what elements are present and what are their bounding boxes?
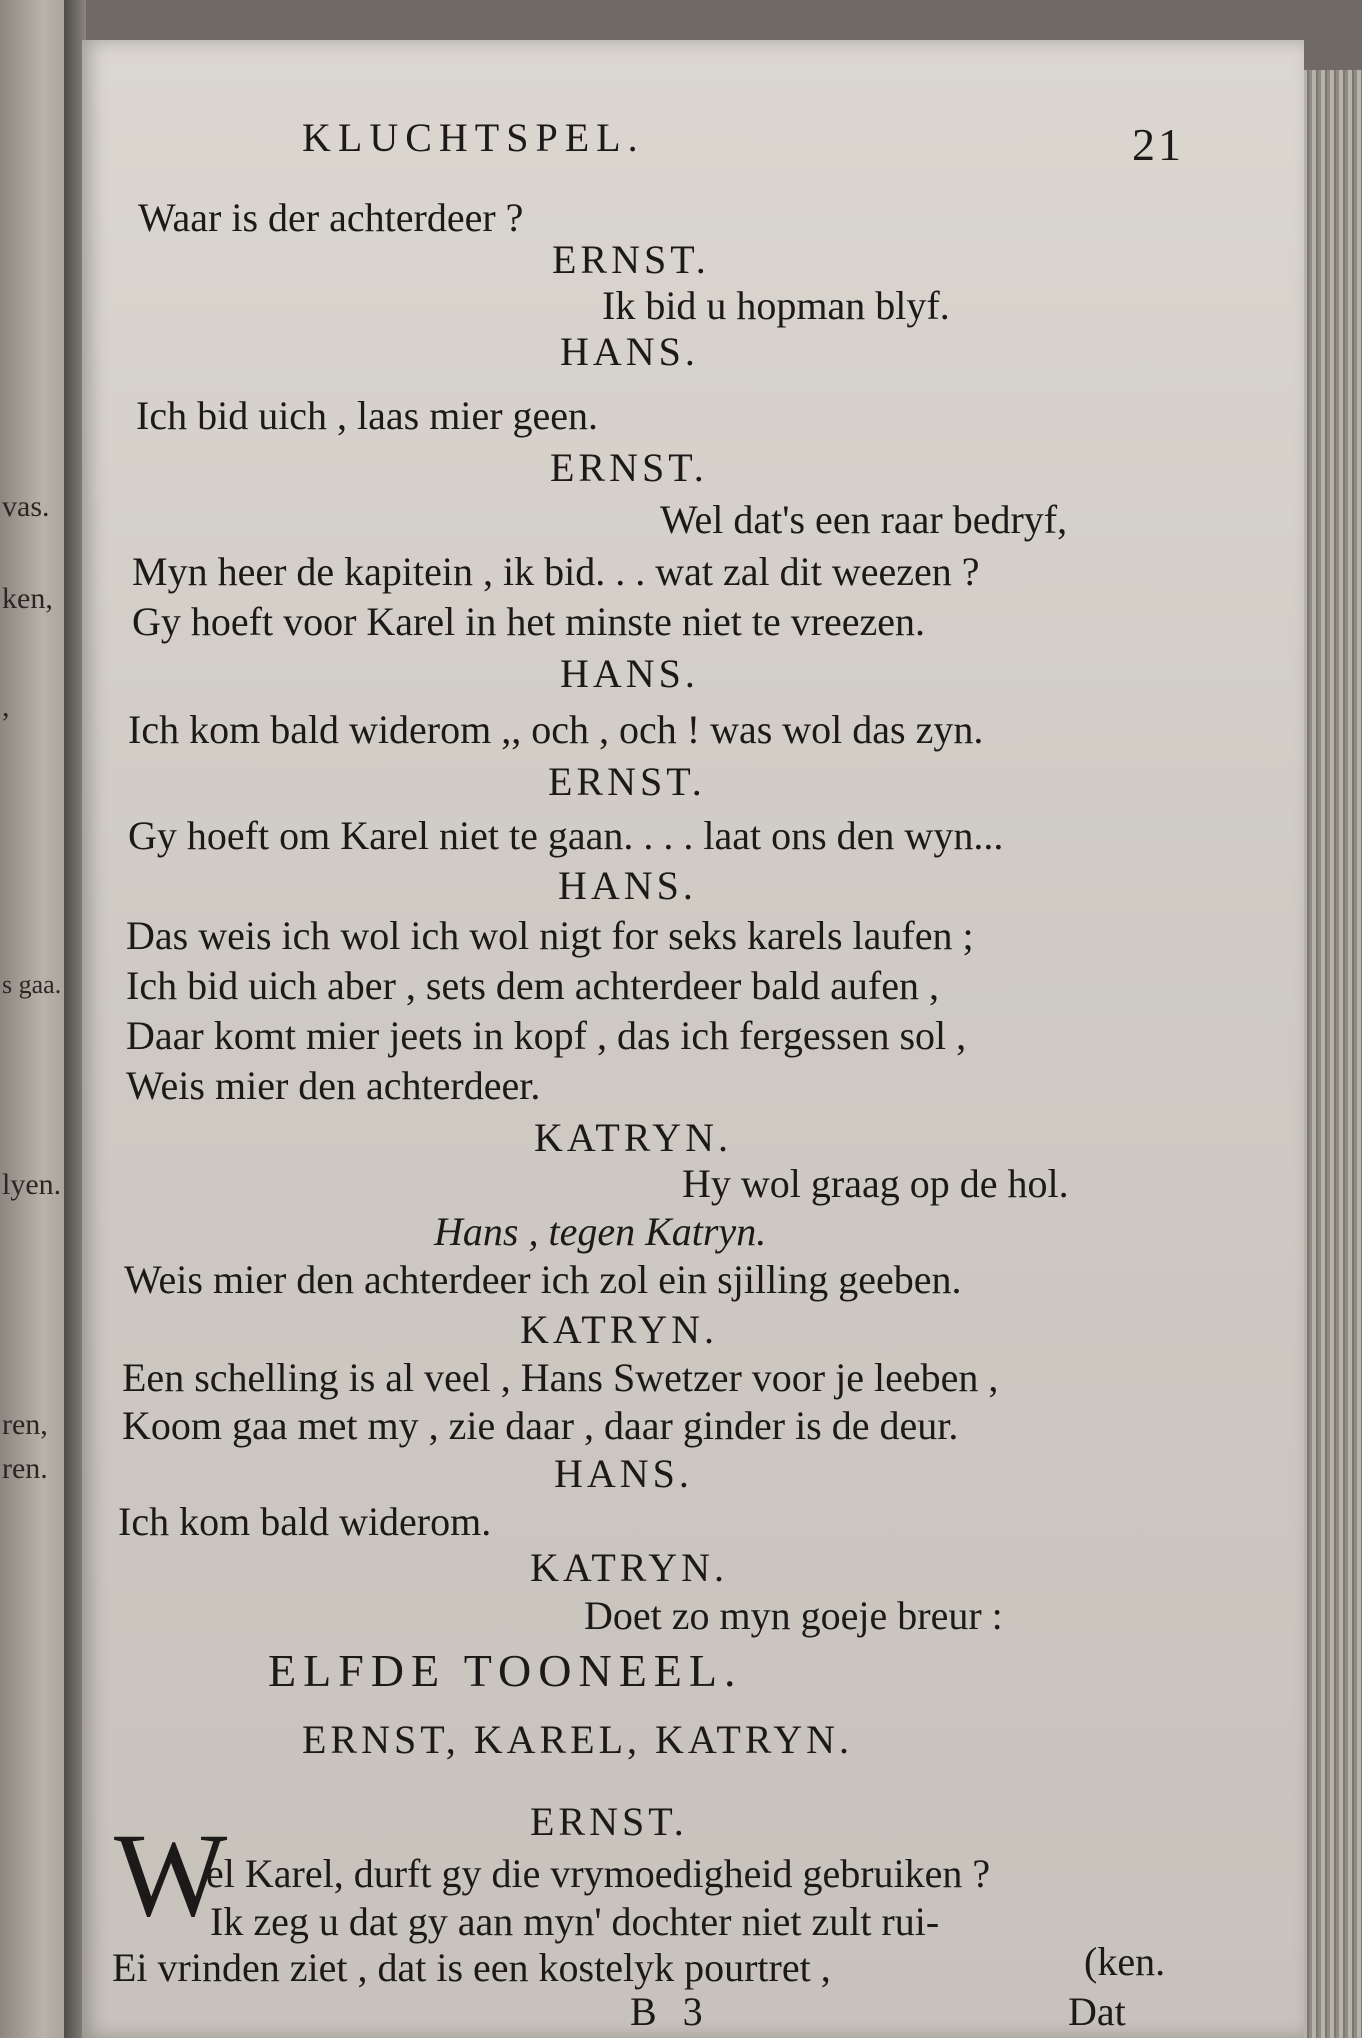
verse-line: Gy hoeft om Karel niet te gaan. . . . laat ons den wyn... (128, 813, 1004, 858)
left-margin-fragment: ren. (2, 1452, 48, 1485)
book-page (82, 40, 1304, 2038)
running-head-title: KLUCHTSPEL. (302, 115, 645, 160)
left-margin-fragment: , (2, 690, 10, 723)
signature-mark: B 3 (630, 1989, 711, 2034)
verse-line: Daar komt mier jeets in kopf , das ich fergessen sol , (126, 1013, 967, 1058)
verse-line: Koom gaa met my , zie daar , daar ginder is de deur. (122, 1403, 959, 1448)
speaker-name: HANS. (558, 863, 697, 908)
verse-line: Weis mier den achterdeer ich zol ein sjilling geeben. (124, 1257, 962, 1302)
speaker-name: HANS. (560, 329, 699, 374)
speaker-name: KATRYN. (534, 1115, 733, 1160)
speaker-name: HANS. (560, 651, 699, 696)
verse-line: Ich kom bald widerom. (118, 1499, 492, 1544)
verse-line: Wel dat's een raar bedryf, (660, 497, 1068, 542)
verse-line: Myn heer de kapitein , ik bid. . . wat zal dit weezen ? (132, 549, 980, 594)
page-edges (1300, 70, 1362, 2038)
speaker-name: ERNST. (530, 1799, 688, 1844)
speaker-name: ERNST. (552, 237, 710, 282)
left-margin-fragment: lyen. (2, 1168, 62, 1201)
verse-line: Ich bid uich aber , sets dem achterdeer bald aufen , (126, 963, 939, 1008)
page-number: 21 (1132, 119, 1184, 170)
verse-line: Doet zo myn goeje breur : (584, 1593, 1003, 1638)
scene-heading: ELFDE TOONEEL. (268, 1645, 743, 1696)
verse-line: Een schelling is al veel , Hans Swetzer voor je leeben , (122, 1355, 999, 1400)
verse-line: Ik zeg u dat gy aan myn' dochter niet zult rui- (210, 1899, 940, 1944)
stage-direction: Hans , tegen Katryn. (434, 1209, 767, 1254)
verse-line: (ken. (1084, 1939, 1166, 1984)
left-margin-fragment: ken, (2, 582, 53, 615)
verse-line: Weis mier den achterdeer. (126, 1063, 541, 1108)
verse-line: Das weis ich wol ich wol nigt for seks karels laufen ; (126, 913, 974, 958)
verse-line: Ik bid u hopman blyf. (602, 283, 950, 328)
verse-line: Ich kom bald widerom ,, och , och ! was wol das zyn. (128, 707, 984, 752)
verse-line: Hy wol graag op de hol. (682, 1161, 1069, 1206)
left-margin-fragment: vas. (2, 490, 50, 523)
speaker-list: ERNST, KAREL, KATRYN. (302, 1717, 854, 1762)
speaker-name: KATRYN. (520, 1307, 719, 1352)
speaker-name: HANS. (554, 1451, 693, 1496)
catchword: Dat (1068, 1989, 1126, 2034)
left-margin-fragment: s gaa. (2, 970, 62, 999)
speaker-name: ERNST. (550, 445, 708, 490)
speaker-name: KATRYN. (530, 1545, 729, 1590)
left-margin-fragment: ren, (2, 1408, 48, 1441)
verse-line: Waar is der achterdeer ? (138, 195, 524, 240)
verse-line: Ei vrinden ziet , dat is een kostelyk pourtret , (112, 1945, 831, 1990)
drop-cap: W (114, 1808, 228, 1941)
verse-line: Ich bid uich , laas mier geen. (136, 393, 599, 438)
verse-line: el Karel, durft gy die vrymoedigheid gebruiken ? (206, 1851, 991, 1896)
verse-line: Gy hoeft voor Karel in het minste niet te vreezen. (132, 599, 926, 644)
speaker-name: ERNST. (548, 759, 706, 804)
